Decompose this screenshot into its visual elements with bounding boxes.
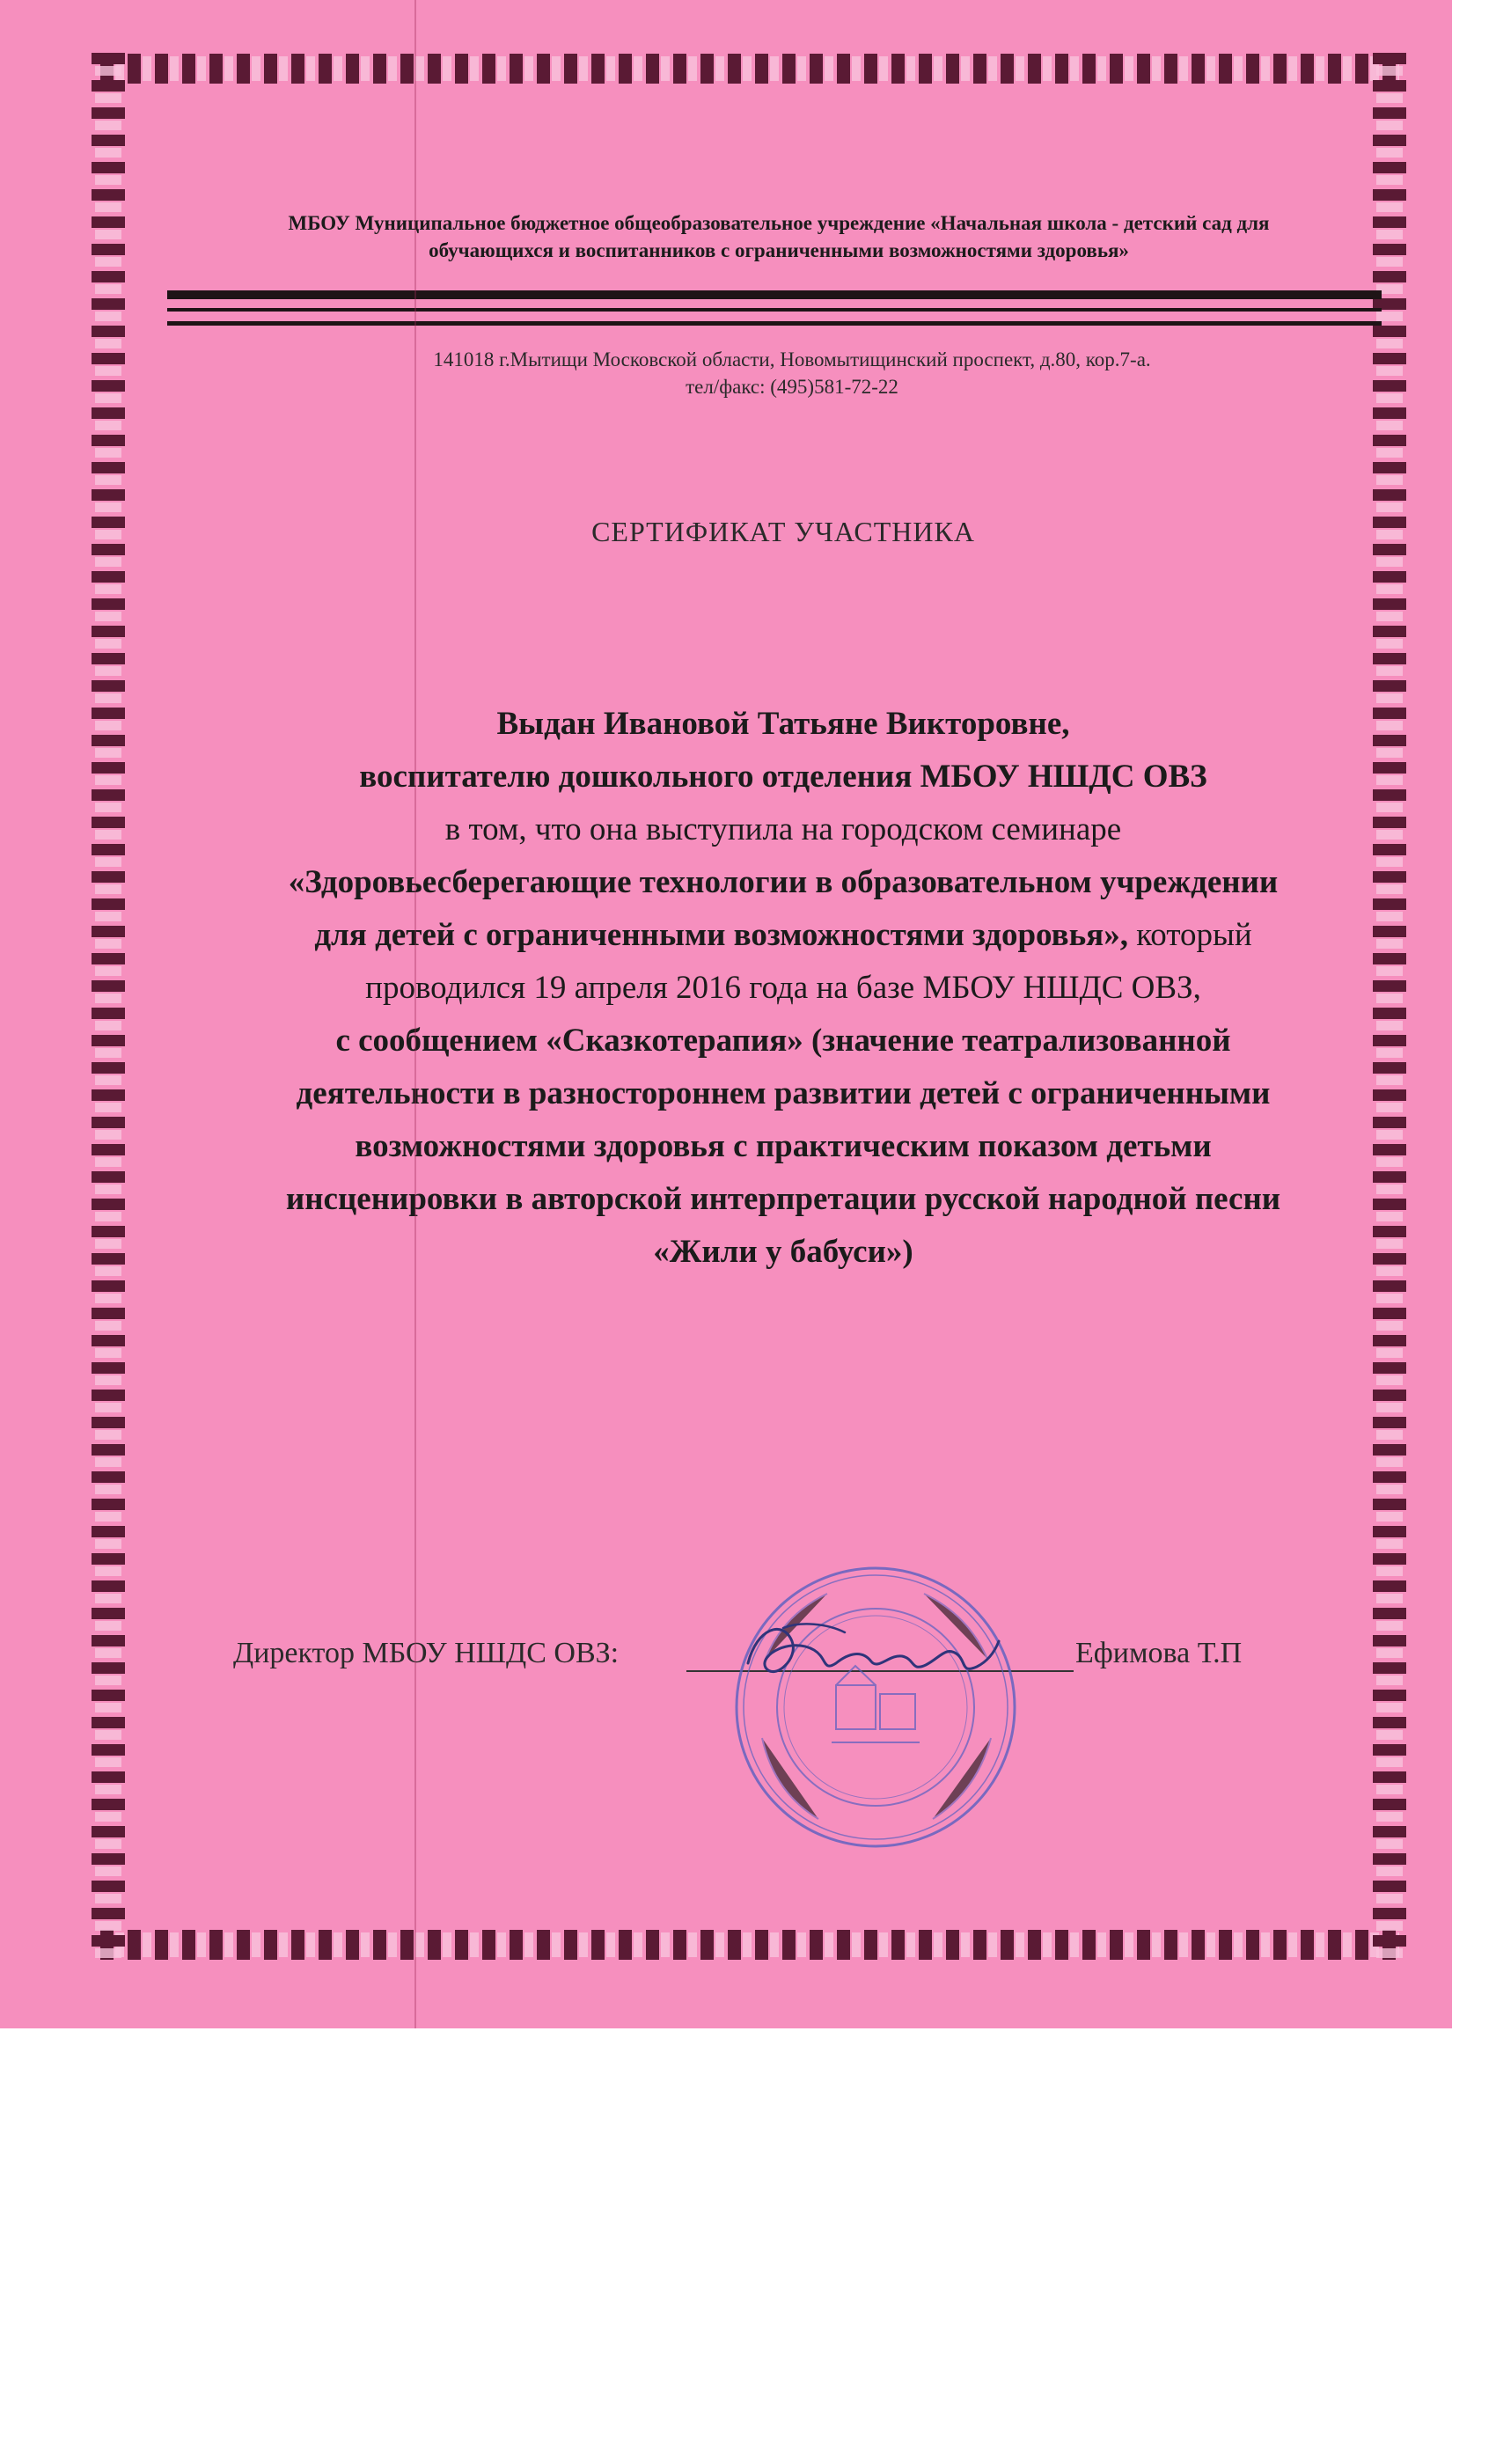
header-divider-bottom	[167, 321, 1382, 326]
body-line-6: проводился 19 апреля 2016 года на базе МБОУ НШДС ОВЗ,	[365, 970, 1201, 1006]
org-name-line-1: МБОУ Муниципальное бюджетное общеобразовательное учреждение «Начальная школа - детский сад для	[288, 212, 1270, 234]
body-line-9: возможностями здоровья с практическим показом детьми	[355, 1128, 1212, 1164]
body-line-5-plain: который	[1127, 917, 1252, 953]
certificate-body	[176, 698, 1390, 1279]
decorative-border-left	[88, 51, 128, 1962]
director-label: Директор МБОУ НШДС ОВЗ:	[233, 1637, 620, 1669]
body-line-11: «Жили у бабуси»)	[653, 1234, 913, 1270]
certificate-title: СЕРТИФИКАТ УЧАСТНИКА	[591, 516, 975, 547]
body-line-5	[176, 909, 1390, 962]
body-line-10: инсценировки в авторской интерпретации русской народной песни	[285, 1181, 1281, 1217]
seminar-title-end: для детей с ограниченными возможностями здоровья»,	[314, 917, 1128, 953]
organization-address	[264, 346, 1320, 400]
body-line-3: в том, что она выступила на городском семинаре	[444, 811, 1122, 847]
report-title: с сообщением «Сказкотерапия»	[335, 1023, 803, 1059]
address-line: 141018 г.Мытищи Московской области, Новомытищинский проспект, д.80, кор.7-а.	[433, 348, 1151, 370]
header-divider-thin	[167, 308, 1382, 312]
phone-fax-line: тел/факс: (495)581-72-22	[686, 376, 898, 398]
seminar-title-line: «Здоровьесберегающие технологии в образовательном учреждении	[288, 864, 1279, 900]
organization-header	[176, 209, 1382, 264]
position-line: воспитателю дошкольного отделения МБОУ НШДС ОВЗ	[359, 759, 1207, 795]
paper-fold-line	[414, 0, 416, 2028]
org-name-line-2: обучающихся и воспитанников с ограниченными возможностями здоровья»	[429, 239, 1129, 261]
decorative-border-bottom	[99, 1927, 1399, 1962]
director-name: Ефимова Т.П	[1075, 1637, 1243, 1669]
body-line-7	[176, 1015, 1390, 1067]
report-description-start: (значение театрализованной	[803, 1023, 1231, 1059]
decorative-border-top	[99, 51, 1399, 86]
body-line-8: деятельности в разностороннем развитии детей с ограниченными	[296, 1075, 1271, 1111]
director-signature-icon	[730, 1602, 1012, 1698]
header-divider-thick	[167, 290, 1382, 299]
recipient-line: Выдан Ивановой Татьяне Викторовне,	[496, 706, 1070, 742]
